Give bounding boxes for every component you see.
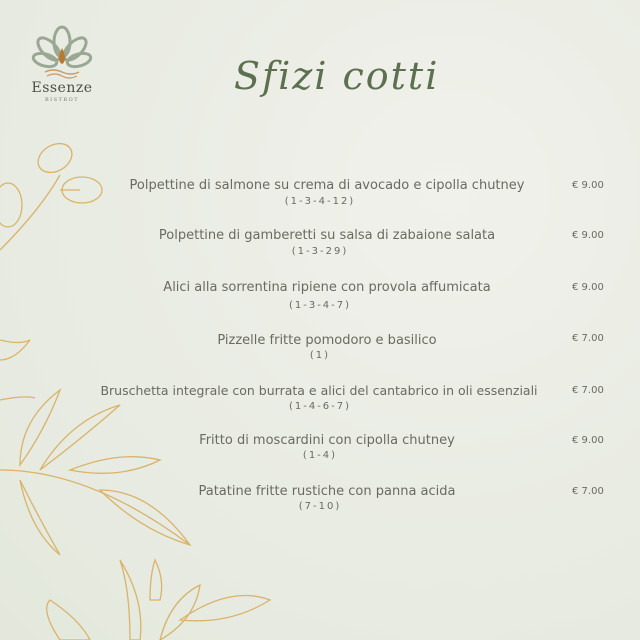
dish-allergens: (7-10): [298, 501, 342, 512]
dish-name: Patatine fritte rustiche con panna acida: [198, 484, 456, 499]
page-title: Sfizi cotti: [234, 54, 440, 98]
dish-allergens: (1-4-6-7): [288, 401, 352, 412]
dish-allergens: (1-3-29): [291, 246, 349, 257]
dish-name: Bruschetta integrale con burrata e alici del cantabrico in oli essenziali: [100, 383, 538, 398]
dish-name: Alici alla sorrentina ripiene con provola affumicata: [163, 280, 491, 295]
dish-price: € 9.00: [572, 230, 604, 241]
lotus-icon: [31, 24, 93, 82]
dish-name: Polpettine di salmone su crema di avocado e cipolla chutney: [129, 178, 525, 193]
dish-allergens: (1-3-4-7): [288, 300, 352, 311]
dish-allergens: (1): [309, 350, 331, 361]
dish-price: € 7.00: [572, 385, 604, 396]
dish-price: € 9.00: [572, 180, 604, 191]
dish-price: € 9.00: [572, 282, 604, 293]
dish-name: Pizzelle fritte pomodoro e basilico: [217, 333, 437, 348]
dish-price: € 7.00: [572, 486, 604, 497]
brand-name: Essenze: [31, 80, 93, 96]
logo: [22, 24, 102, 103]
brand-subtitle: BISTROT: [44, 97, 80, 103]
dish-allergens: (1-4): [302, 450, 338, 461]
dish-name: Polpettine di gamberetti su salsa di zabaione salata: [158, 228, 496, 243]
dish-allergens: (1-3-4-12): [284, 196, 356, 207]
dish-price: € 9.00: [572, 435, 604, 446]
dish-name: Fritto di moscardini con cipolla chutney: [199, 433, 455, 448]
dish-price: € 7.00: [572, 333, 604, 344]
